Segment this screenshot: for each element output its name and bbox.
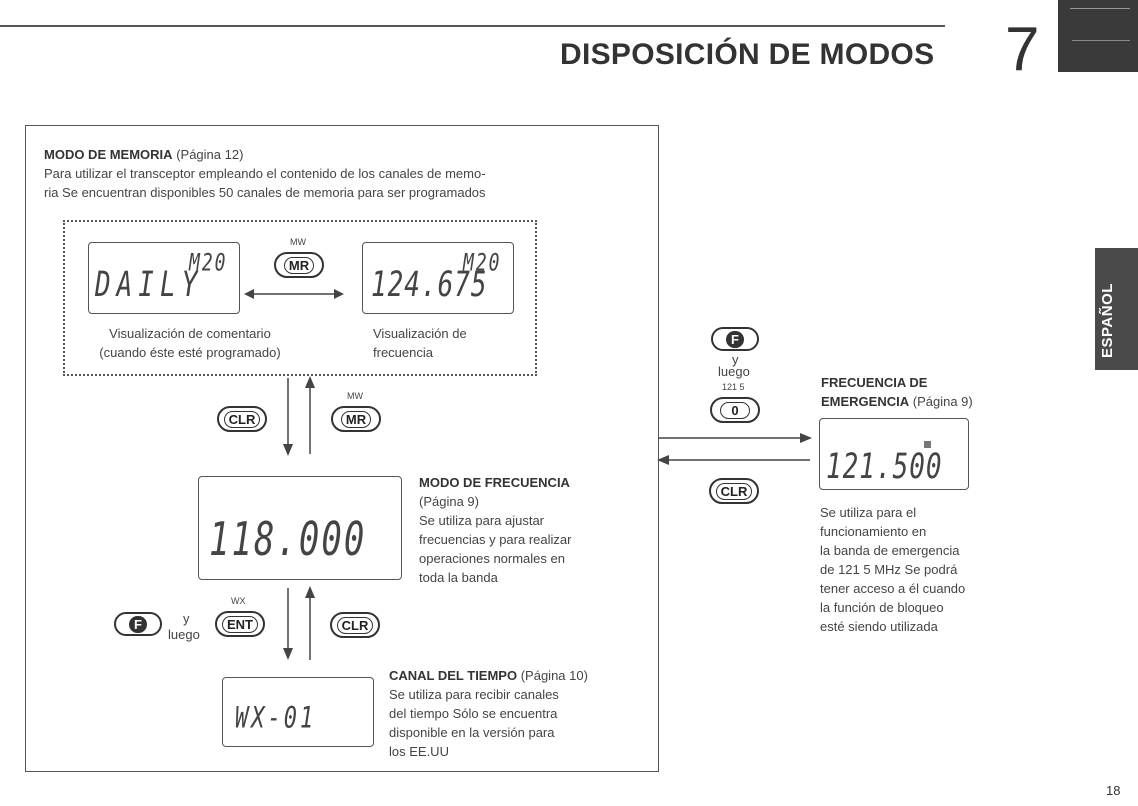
f-button[interactable] bbox=[114, 612, 162, 636]
emergency-text-line: la función de bloqueo bbox=[820, 600, 944, 615]
caption-line: frecuencia bbox=[373, 345, 433, 360]
lcd-channel-label: M20 bbox=[463, 249, 502, 278]
clr-button-label: CLR bbox=[716, 483, 753, 500]
then-luego-label: luego bbox=[168, 627, 200, 642]
lcd-weather-display bbox=[222, 677, 374, 747]
lcd-frequency-display bbox=[362, 242, 514, 314]
lcd-emergency-display bbox=[819, 418, 969, 490]
frequency-weather-arrows-icon bbox=[276, 586, 326, 662]
clr-button[interactable] bbox=[330, 612, 380, 638]
memory-frequency-arrows-icon bbox=[276, 376, 326, 456]
language-tab-label: ESPAÑOL bbox=[1099, 283, 1116, 358]
memory-mode-heading: MODO DE MEMORIA bbox=[44, 147, 173, 162]
weather-channel-description bbox=[389, 666, 651, 761]
weather-text-line: disponible en la versión para bbox=[389, 725, 555, 740]
lcd-frequency-mode-display bbox=[198, 476, 402, 580]
frequency-mode-text-line: operaciones normales en bbox=[419, 551, 565, 566]
emergency-text-line: esté siendo utilizada bbox=[820, 619, 938, 634]
f-button-label: F bbox=[726, 331, 744, 348]
frequency-mode-description bbox=[419, 473, 649, 587]
weather-channel-heading: CANAL DEL TIEMPO bbox=[389, 668, 518, 683]
memory-mode-page-ref: (Página 12) bbox=[176, 147, 244, 162]
lcd-frequency-text: 124.675 bbox=[371, 265, 488, 306]
mr-button[interactable] bbox=[331, 406, 381, 432]
mr-button-label: MR bbox=[284, 257, 314, 274]
zero-button-label: 0 bbox=[720, 402, 749, 419]
page-title: DISPOSICIÓN DE MODOS bbox=[560, 38, 935, 71]
tab-divider bbox=[1072, 40, 1130, 41]
caption-line: Visualización de comentario bbox=[109, 326, 271, 341]
emergency-heading-line: FRECUENCIA DE bbox=[821, 375, 928, 390]
chapter-number: 7 bbox=[1005, 15, 1040, 84]
lcd-channel-label: M20 bbox=[189, 249, 228, 278]
lcd-emergency-text: 121.500 bbox=[826, 447, 943, 488]
then-y-label: y bbox=[732, 352, 739, 367]
wx-key-label: WX bbox=[231, 596, 246, 606]
lcd-comment-text: DAILY bbox=[95, 265, 204, 306]
tab-divider bbox=[1070, 8, 1130, 9]
lcd-comment-display bbox=[88, 242, 240, 314]
clr-button-label: CLR bbox=[224, 411, 261, 428]
weather-channel-page-ref: (Página 10) bbox=[520, 668, 588, 683]
memory-mode-text-line: ria Se encuentran disponibles 50 canales de memoria para ser programados bbox=[44, 185, 486, 200]
mw-key-label: MW bbox=[347, 391, 363, 401]
lcd-weather-text: WX-01 bbox=[235, 702, 317, 736]
frequency-mode-text-line: frecuencias y para realizar bbox=[419, 532, 572, 547]
header-rule bbox=[0, 25, 945, 27]
weather-text-line: los EE.UU bbox=[389, 744, 449, 759]
emergency-key-label: 121 5 bbox=[722, 382, 745, 392]
emergency-text-line: tener acceso a él cuando bbox=[820, 581, 966, 596]
clr-button[interactable] bbox=[709, 478, 759, 504]
then-luego-label: luego bbox=[718, 364, 750, 379]
emergency-description bbox=[820, 503, 1035, 636]
mr-button-label: MR bbox=[341, 411, 371, 428]
clr-button[interactable] bbox=[217, 406, 267, 432]
emergency-page-ref: (Página 9) bbox=[912, 394, 973, 409]
then-y-label: y bbox=[183, 611, 190, 626]
memory-mode-description bbox=[44, 145, 654, 202]
frequency-mode-page-ref: (Página 9) bbox=[419, 494, 479, 509]
caption-line: Visualización de bbox=[373, 326, 467, 341]
clr-button-label: CLR bbox=[337, 617, 374, 634]
emergency-heading-line: EMERGENCIA bbox=[821, 394, 910, 409]
mr-button[interactable] bbox=[274, 252, 324, 278]
emergency-text-line: la banda de emergencia bbox=[820, 543, 960, 558]
f-button[interactable] bbox=[711, 327, 759, 351]
emergency-text-line: funcionamiento en bbox=[820, 524, 927, 539]
emergency-heading-block bbox=[821, 373, 1036, 411]
toggle-arrow-icon bbox=[244, 286, 344, 302]
caption-line: (cuando éste esté programado) bbox=[99, 345, 281, 360]
frequency-mode-text-line: toda la banda bbox=[419, 570, 498, 585]
weather-text-line: Se utiliza para recibir canales bbox=[389, 687, 559, 702]
emergency-arrows-icon bbox=[657, 430, 812, 470]
lcd-frequency-mode-text: 118.000 bbox=[209, 513, 367, 567]
memory-mode-text-line: Para utilizar el transceptor empleando el contenido de los canales de memo- bbox=[44, 166, 486, 181]
chapter-tab-block bbox=[1058, 0, 1138, 72]
mw-key-label: MW bbox=[290, 237, 306, 247]
zero-button[interactable] bbox=[710, 397, 760, 423]
frequency-mode-text-line: Se utiliza para ajustar bbox=[419, 513, 545, 528]
f-button-label: F bbox=[129, 616, 147, 633]
ent-button[interactable] bbox=[215, 611, 265, 637]
emergency-text-line: de 121 5 MHz Se podrá bbox=[820, 562, 958, 577]
page-number: 18 bbox=[1106, 783, 1121, 798]
frequency-display-caption bbox=[373, 324, 467, 362]
emergency-text-line: Se utiliza para el bbox=[820, 505, 917, 520]
ent-button-label: ENT bbox=[222, 616, 258, 633]
frequency-mode-heading: MODO DE FRECUENCIA bbox=[419, 475, 570, 490]
comment-display-caption bbox=[70, 324, 310, 362]
weather-text-line: del tiempo Sólo se encuentra bbox=[389, 706, 558, 721]
